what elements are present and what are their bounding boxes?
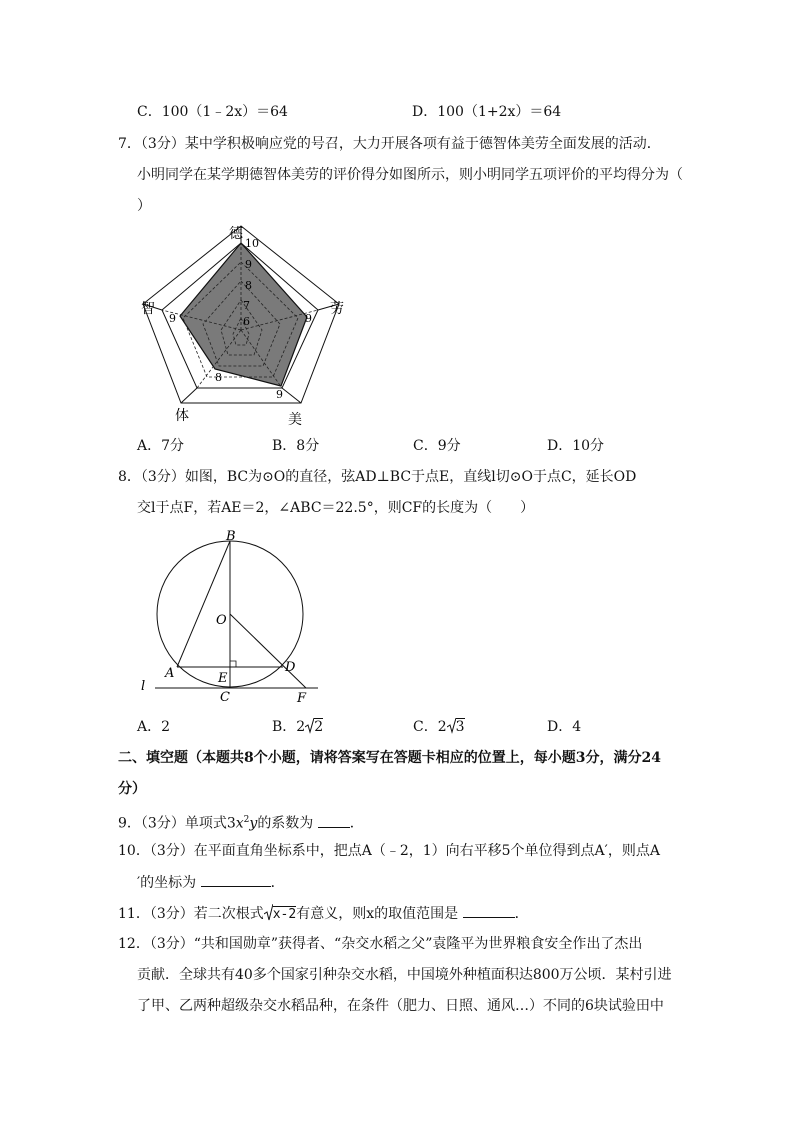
- q12-stem-line2: 贡献．全球共有40多个国家引种杂交水稻，中国境外种植面积达800万公顷．某村引进: [137, 967, 672, 983]
- radar-score-lao: 9: [305, 312, 312, 325]
- q8-option-c-radicand: 3: [455, 719, 465, 735]
- q9-monomial-exp: 2: [243, 815, 250, 825]
- q12-stem-line3: 了甲、乙两种超级杂交水稻品种，在条件（肥力、日照、通风…）不同的6块试验田中: [137, 998, 664, 1014]
- radar-score-zhi: 9: [169, 312, 176, 325]
- q9-monomial-coef: 3: [226, 815, 236, 832]
- q8-option-c-text: C．2: [413, 719, 447, 735]
- section2-header-line1: 二、填空题（本题共8个小题，请将答案写在答题卡相应的位置上，每小题3分，满分24: [118, 750, 661, 766]
- q9-monomial-x: x: [235, 815, 244, 832]
- q11-end: ．: [514, 906, 529, 922]
- q12-stem-line1: 12．（3分）“共和国勋章”获得者、“杂交水稻之父”袁隆平为世界粮食安全作出了杰出: [118, 936, 643, 952]
- q10-end: ．: [270, 875, 285, 891]
- radar-ring-label-8: 8: [245, 279, 252, 292]
- q8-option-b: [272, 717, 323, 737]
- q11-middle: 有意义，则x的取值范围是: [296, 906, 459, 922]
- radar-connector-mei: [282, 388, 301, 403]
- q9-suffix: 的系数为: [257, 815, 314, 832]
- q9-prefix: 9．（3分）单项式: [118, 815, 227, 832]
- sqrt-sign: [264, 904, 273, 924]
- point-label-f: F: [297, 691, 307, 706]
- section2-header-line2: 分）: [118, 781, 146, 797]
- chord-ab: [177, 541, 230, 667]
- radar-label-mei: 美: [288, 412, 302, 428]
- sqrt-sign: [305, 717, 314, 737]
- q11-stem: [118, 903, 529, 925]
- q8-option-d: D．4: [547, 719, 582, 735]
- q11-prefix: 11．（3分）若二次根式: [118, 906, 264, 922]
- radar-score-ti: 8: [215, 371, 222, 384]
- radar-label-ti: 体: [175, 408, 189, 424]
- q9-stem: [118, 810, 364, 834]
- q7-option-b: B．8分: [272, 438, 320, 454]
- radar-ring-label-7: 7: [243, 299, 250, 312]
- radar-chart: [130, 220, 360, 430]
- q10-stem-line1: 10．（3分）在平面直角坐标系中，把点A（﹣2，1）向右平移5个单位得到点A′，则点A: [118, 843, 660, 859]
- q10-line2-prefix: ′的坐标为: [137, 875, 197, 891]
- q6-option-c: C．100（1﹣2x）＝64: [137, 104, 288, 120]
- q11-answer-blank[interactable]: [463, 903, 515, 918]
- sqrt-sign: [447, 717, 456, 737]
- point-label-o: O: [216, 613, 227, 628]
- q10-stem-line2: [137, 872, 285, 893]
- q10-answer-blank[interactable]: [201, 872, 271, 887]
- q8-option-b-text: B．2: [272, 719, 306, 735]
- right-angle-marker: [230, 661, 236, 667]
- q9-end: ．: [349, 815, 364, 832]
- circle-geometry-figure: [130, 525, 330, 710]
- q9-monomial-y: y: [249, 815, 258, 832]
- q11-radicand: x-2: [272, 907, 297, 922]
- radar-connector-ti: [181, 388, 197, 403]
- q7-stem-line1: 7．（3分）某中学积极响应党的号召，大力开展各项有益于德智体美劳全面发展的活动．: [118, 136, 661, 152]
- q8-option-c: [413, 717, 465, 737]
- q6-option-d: D．100（1+2x）＝64: [412, 104, 562, 120]
- radar-label-de: 德: [229, 226, 243, 242]
- q7-stem-line2: 小明同学在某学期德智体美劳的评价得分如图所示，则小明同学五项评价的平均得分为（: [137, 167, 683, 183]
- q7-option-c: C．9分: [413, 438, 461, 454]
- radar-ring-label-9: 9: [245, 258, 252, 271]
- q7-option-d: D．10分: [547, 438, 605, 454]
- radar-score-mei: 9: [276, 388, 283, 401]
- point-label-c: C: [220, 690, 230, 705]
- line-label-l: l: [141, 679, 146, 694]
- radar-label-lao: 劳: [330, 301, 344, 317]
- q8-option-b-radicand: 2: [314, 719, 324, 735]
- q8-stem-line1: 8．（3分）如图，BC为⊙O的直径，弦AD⊥BC于点E，直线l切⊙O于点C，延长OD: [118, 469, 637, 485]
- point-label-d: D: [285, 660, 296, 675]
- radar-ring-label-6: 6: [243, 315, 250, 328]
- q8-option-a: A．2: [137, 719, 171, 735]
- point-label-a: A: [165, 666, 175, 681]
- radar-ring-label-10: 10: [245, 237, 259, 250]
- point-label-b: B: [226, 529, 236, 544]
- point-label-e: E: [218, 671, 228, 686]
- radar-label-zhi: 智: [141, 301, 155, 317]
- q7-stem-line3: ）: [137, 198, 151, 214]
- q7-option-a: A．7分: [137, 438, 185, 454]
- q9-answer-blank[interactable]: [318, 813, 350, 828]
- q8-stem-line2: 交l于点F，若AE＝2，∠ABC＝22.5°，则CF的长度为（ ）: [137, 500, 535, 516]
